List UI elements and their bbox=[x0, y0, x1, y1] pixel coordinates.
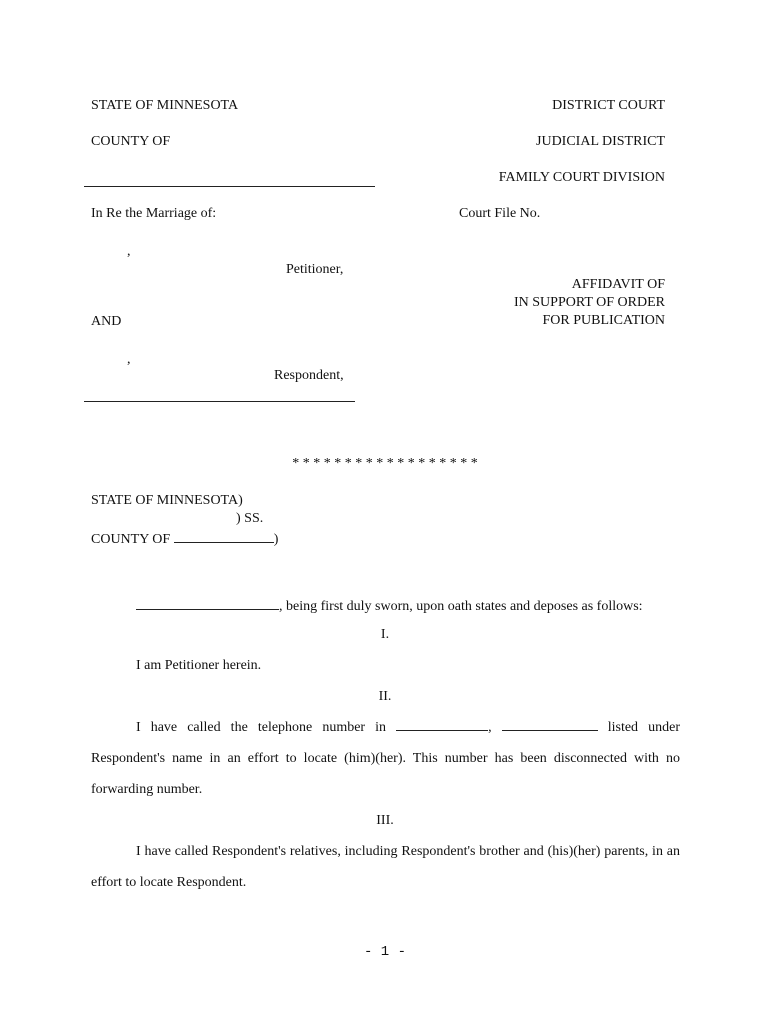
affiant-name-blank bbox=[136, 596, 279, 610]
section-2-heading: II. bbox=[378, 689, 392, 704]
affiant-intro-text: , being first duly sworn, upon oath states and deposes as follows: bbox=[279, 599, 643, 614]
caption-rule-top bbox=[84, 186, 375, 187]
caption-and: AND bbox=[91, 314, 122, 329]
title-line-3: FOR PUBLICATION bbox=[542, 313, 665, 328]
venue-county-label: COUNTY OF bbox=[91, 532, 174, 547]
caption-marriage: In Re the Marriage of: bbox=[91, 206, 217, 221]
petitioner-name-comma: , bbox=[127, 244, 131, 259]
caption-court: DISTRICT COURT bbox=[552, 98, 665, 113]
caption-rule-bottom bbox=[84, 401, 355, 402]
section-3-text-body: I have called Respondent's relatives, including Respondent's brother and (his)(her) parents, in an effort to locate Respondent. bbox=[91, 844, 680, 890]
page-number: - 1 - bbox=[363, 944, 406, 960]
phone-state-blank bbox=[502, 717, 598, 731]
phone-city-blank bbox=[396, 717, 488, 731]
venue-state: STATE OF MINNESOTA) bbox=[91, 493, 243, 508]
title-line-2: IN SUPPORT OF ORDER bbox=[514, 295, 665, 310]
affiant-intro bbox=[136, 596, 643, 615]
section-1-heading: I. bbox=[380, 627, 390, 642]
venue-county-blank bbox=[174, 529, 274, 543]
caption-division: FAMILY COURT DIVISION bbox=[498, 170, 665, 185]
title-line-1: AFFIDAVIT OF bbox=[571, 277, 665, 292]
caption-petitioner: Petitioner, bbox=[286, 262, 344, 277]
venue-county-paren: ) bbox=[273, 532, 279, 547]
section-1-text: I am Petitioner herein. bbox=[136, 658, 262, 673]
section-2-text bbox=[91, 712, 680, 805]
respondent-name-comma: , bbox=[127, 352, 131, 367]
section-3-text bbox=[91, 836, 680, 898]
venue-ss: ) SS. bbox=[236, 511, 264, 526]
section-2-text-a: I have called the telephone number in bbox=[136, 720, 397, 735]
section-2-text-c: listed under Respondent's name in an effort to locate (him)(her). This number has been disconnected with no forwarding number. bbox=[91, 720, 680, 797]
section-3-heading: III. bbox=[376, 813, 394, 828]
section-2-text-b: , bbox=[488, 720, 502, 735]
caption-county: COUNTY OF bbox=[91, 134, 171, 149]
caption-district: JUDICIAL DISTRICT bbox=[536, 134, 665, 149]
caption-file-no: Court File No. bbox=[459, 206, 541, 221]
caption-respondent: Respondent, bbox=[274, 368, 344, 383]
asterisk-separator: * * * * * * * * * * * * * * * * * * bbox=[292, 456, 478, 471]
venue-county bbox=[91, 529, 278, 548]
caption-state: STATE OF MINNESOTA bbox=[91, 98, 239, 113]
